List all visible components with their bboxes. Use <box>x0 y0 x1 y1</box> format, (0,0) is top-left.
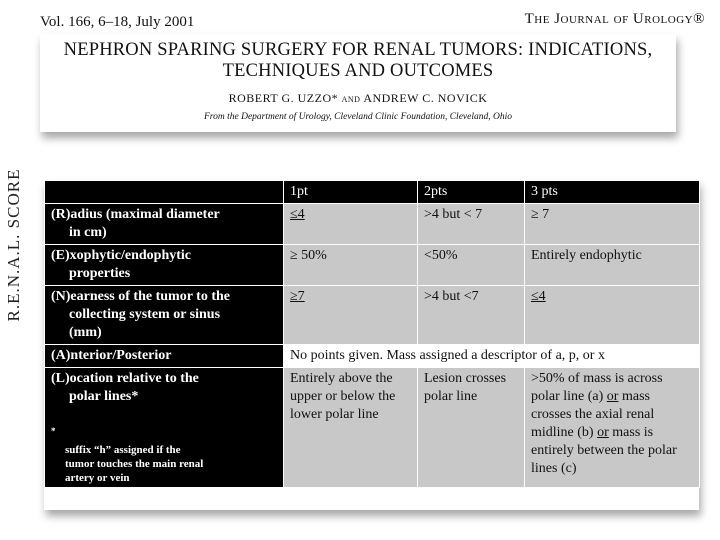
table-row-nearness <box>45 286 700 345</box>
authors <box>40 91 676 106</box>
nearness-1pt: ≥7 <box>284 286 418 345</box>
location-footnote: * suffix “h” assigned if the tumor touches the main renal artery or vein <box>51 426 204 484</box>
location-1pt: Entirely above the upper or below the lower polar line <box>284 368 418 488</box>
row-label-anterior: (A)nterior/Posterior <box>45 345 284 368</box>
header-2pts: 2pts <box>418 181 525 204</box>
side-label: R.E.N.A.L. SCORE <box>4 168 23 322</box>
table-row-location <box>45 368 700 488</box>
nearness-2pts: >4 but <7 <box>418 286 525 345</box>
volume-info: Vol. 166, 6–18, July 2001 <box>40 14 195 30</box>
table-row-exophytic <box>45 245 700 286</box>
article-title <box>40 40 676 82</box>
location-2pts: Lesion crosses polar line <box>418 368 525 488</box>
author-1: ROBERT G. UZZO* <box>228 91 339 105</box>
radius-3pts: ≥ 7 <box>525 204 700 245</box>
location-3pts: >50% of mass is across polar line (a) or mass crosses the axial renal midline (b) or mass is entirely between the polar lines (c) <box>525 368 700 488</box>
table-row-anterior <box>45 345 700 368</box>
title-line-2: TECHNIQUES AND OUTCOMES <box>222 61 494 81</box>
anterior-note: No points given. Mass assigned a descriptor of a, p, or x <box>284 345 700 368</box>
exophytic-3pts: Entirely endophytic <box>525 245 700 286</box>
row-label-location: (L)ocation relative to the polar lines* * suffix “h” assigned if the tumor touches the main renal artery or vein <box>45 368 284 488</box>
author-conjunction: and <box>341 93 361 105</box>
header-3pts: 3 pts <box>525 181 700 204</box>
renal-score-table <box>44 180 700 488</box>
row-label-exophytic: (E)xophytic/endophytic properties <box>45 245 284 286</box>
radius-1pt: ≤4 <box>284 204 418 245</box>
exophytic-2pts: <50% <box>418 245 525 286</box>
author-2: ANDREW C. NOVICK <box>363 91 488 105</box>
affiliation: From the Department of Urology, Cleveland Clinic Foundation, Cleveland, Ohio <box>203 112 512 122</box>
renal-score-table-card <box>44 180 699 510</box>
header-1pt: 1pt <box>284 181 418 204</box>
article-title-card <box>40 34 676 132</box>
journal-name: The Journal of Urology® <box>524 11 705 27</box>
radius-2pts: >4 but < 7 <box>418 204 525 245</box>
title-line-1: NEPHRON SPARING SURGERY FOR RENAL TUMORS: INDICATIONS, <box>63 40 653 60</box>
table-row-radius <box>45 204 700 245</box>
table-header-row <box>45 181 700 204</box>
nearness-3pts: ≤4 <box>525 286 700 345</box>
row-label-radius: (R)adius (maximal diameter in cm) <box>45 204 284 245</box>
header-blank <box>45 181 284 204</box>
exophytic-1pt: ≥ 50% <box>284 245 418 286</box>
row-label-nearness: (N)earness of the tumor to the collecting system or sinus (mm) <box>45 286 284 345</box>
